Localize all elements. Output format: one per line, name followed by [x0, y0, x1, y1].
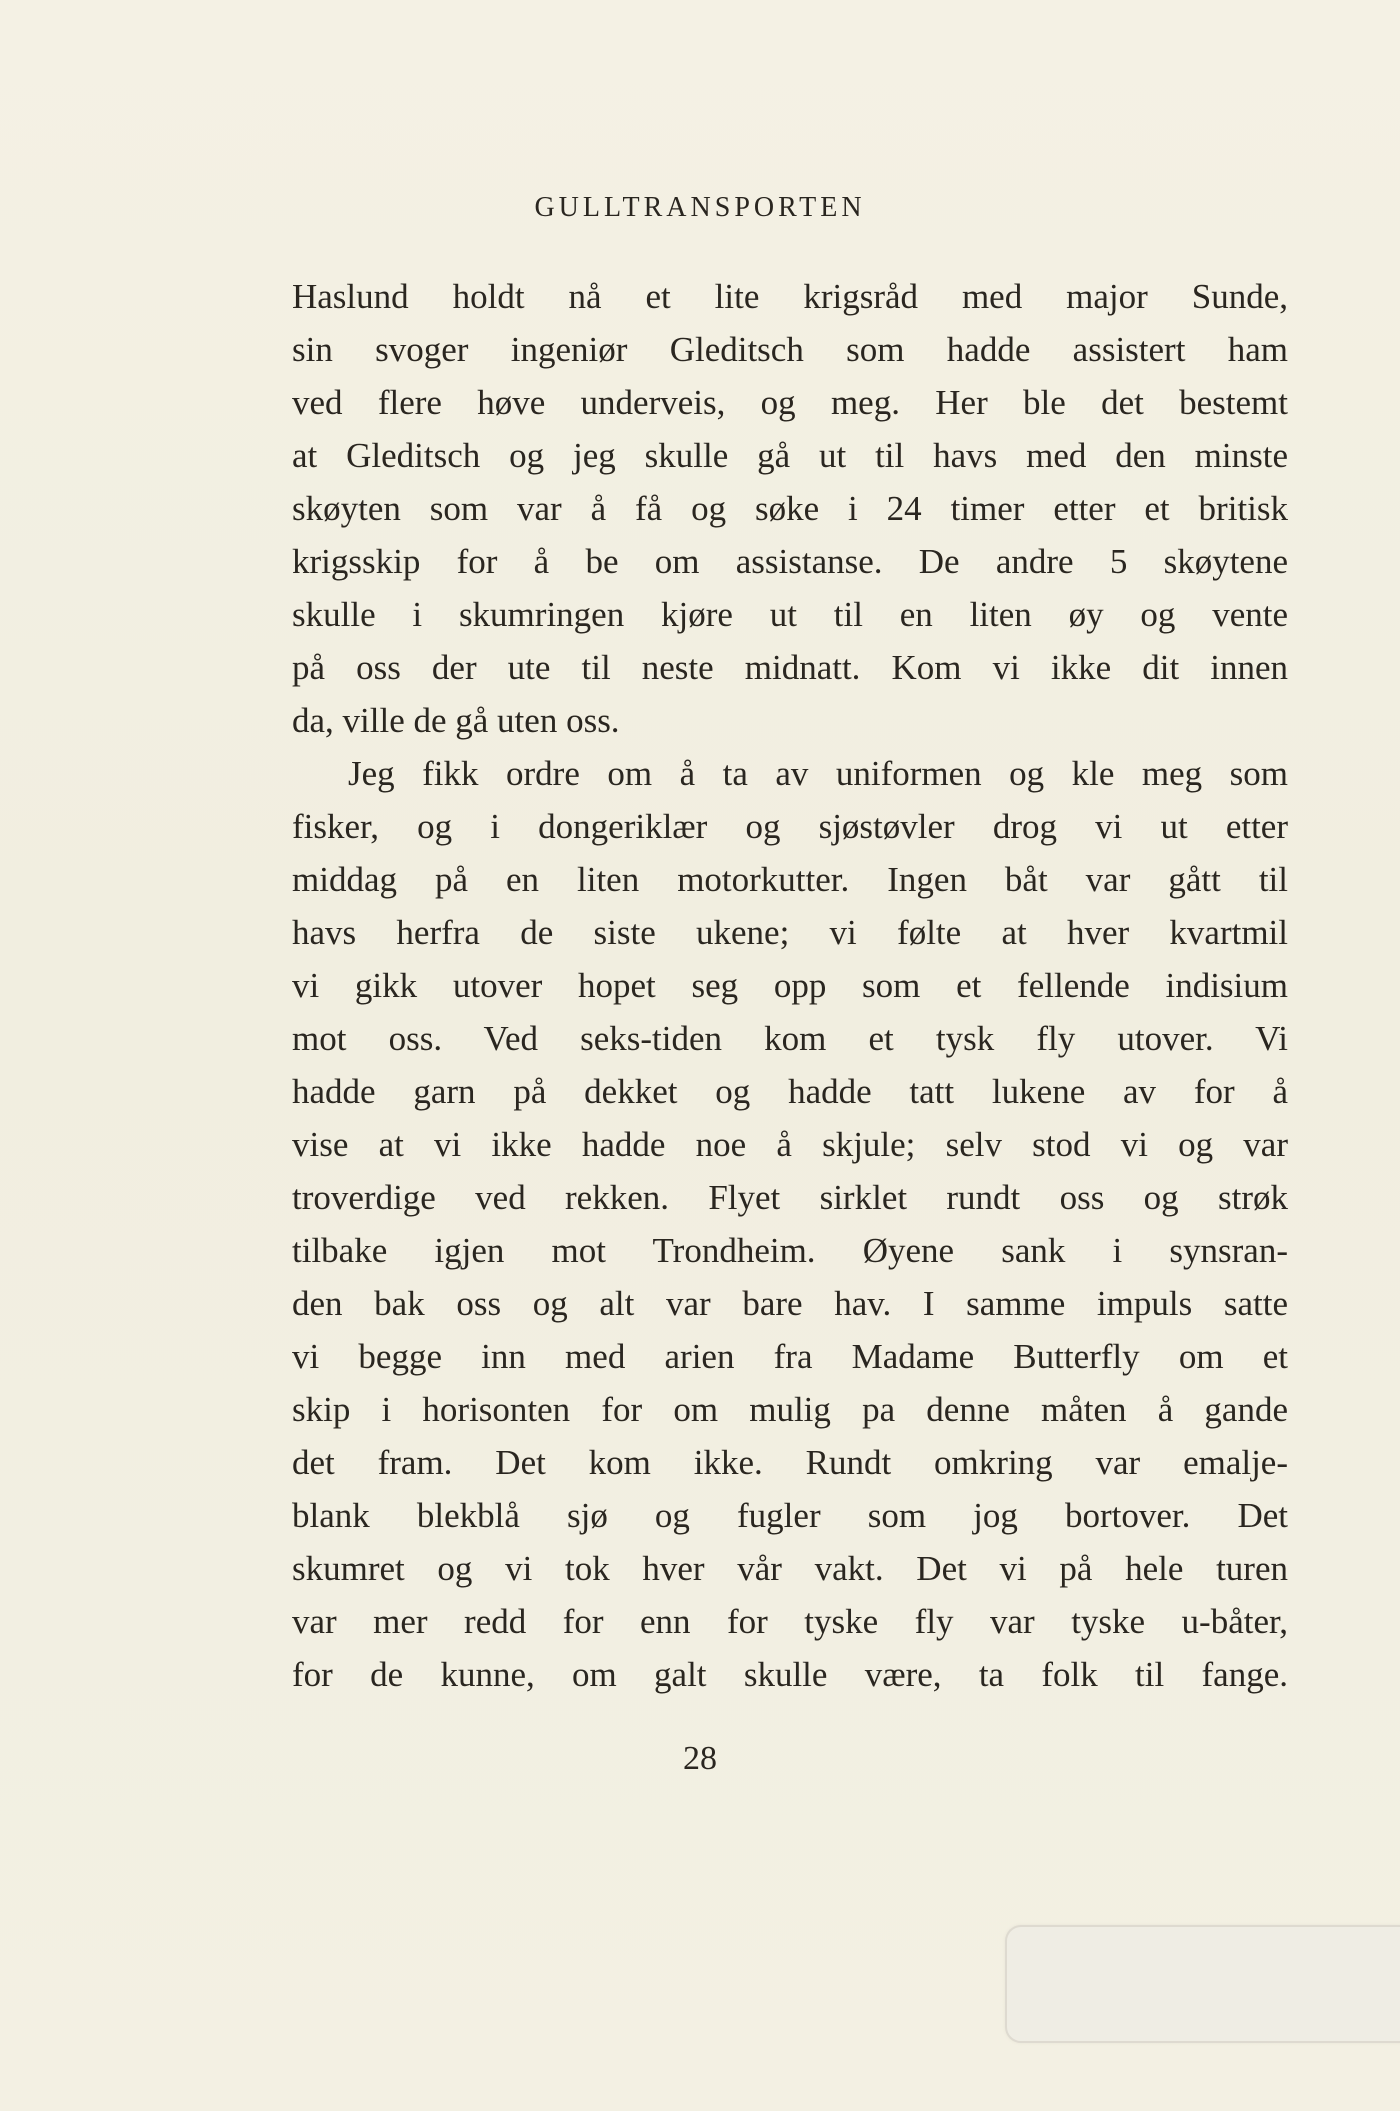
- text-line: blank blekblå sjø og fugler som jog bortover. Det: [292, 1496, 1288, 1535]
- paper-tab-mark: [1005, 1925, 1400, 2043]
- text-line: var mer redd for enn for tyske fly var tyske u-båter,: [292, 1602, 1288, 1641]
- text-line: tilbake igjen mot Trondheim. Øyene sank i synsran-: [292, 1231, 1288, 1270]
- text-line: det fram. Det kom ikke. Rundt omkring var emalje-: [292, 1443, 1288, 1482]
- text-line: Jeg fikk ordre om å ta av uniformen og kle meg som: [348, 754, 1288, 793]
- text-line: skøyten som var å få og søke i 24 timer etter et britisk: [292, 489, 1288, 528]
- paragraph-1: [292, 270, 1288, 747]
- text-line: på oss der ute til neste midnatt. Kom vi ikke dit innen: [292, 648, 1288, 687]
- text-line: sin svoger ingeniør Gleditsch som hadde assistert ham: [292, 330, 1288, 369]
- text-line: havs herfra de siste ukene; vi følte at hver kvartmil: [292, 913, 1288, 952]
- text-line: fisker, og i dongeriklær og sjøstøvler drog vi ut etter: [292, 807, 1288, 846]
- text-line: for de kunne, om galt skulle være, ta folk til fange.: [292, 1655, 1288, 1694]
- running-header: GULLTRANSPORTEN: [534, 192, 866, 223]
- paragraph-2: [292, 747, 1288, 1701]
- text-line: den bak oss og alt var bare hav. I samme impuls satte: [292, 1284, 1288, 1323]
- text-line: middag på en liten motorkutter. Ingen båt var gått til: [292, 860, 1288, 899]
- text-line: ved flere høve underveis, og meg. Her ble det bestemt: [292, 383, 1288, 422]
- text-line: vi gikk utover hopet seg opp som et fellende indisium: [292, 966, 1288, 1005]
- text-line: da, ville de gå uten oss.: [292, 701, 620, 740]
- text-line: krigsskip for å be om assistanse. De andre 5 skøytene: [292, 542, 1288, 581]
- page-number: 28: [683, 1740, 717, 1777]
- text-line: hadde garn på dekket og hadde tatt lukene av for å: [292, 1072, 1288, 1111]
- text-line: skumret og vi tok hver vår vakt. Det vi på hele turen: [292, 1549, 1288, 1588]
- text-line: skip i horisonten for om mulig pa denne måten å gande: [292, 1390, 1288, 1429]
- text-line: troverdige ved rekken. Flyet sirklet rundt oss og strøk: [292, 1178, 1288, 1217]
- text-line: at Gleditsch og jeg skulle gå ut til havs med den minste: [292, 436, 1288, 475]
- text-line: skulle i skumringen kjøre ut til en liten øy og vente: [292, 595, 1288, 634]
- text-line: Haslund holdt nå et lite krigsråd med major Sunde,: [292, 277, 1288, 316]
- text-line: vise at vi ikke hadde noe å skjule; selv stod vi og var: [292, 1125, 1288, 1164]
- body-text: [292, 270, 1288, 1701]
- text-line: mot oss. Ved seks-tiden kom et tysk fly utover. Vi: [292, 1019, 1288, 1058]
- text-line: vi begge inn med arien fra Madame Butterfly om et: [292, 1337, 1288, 1376]
